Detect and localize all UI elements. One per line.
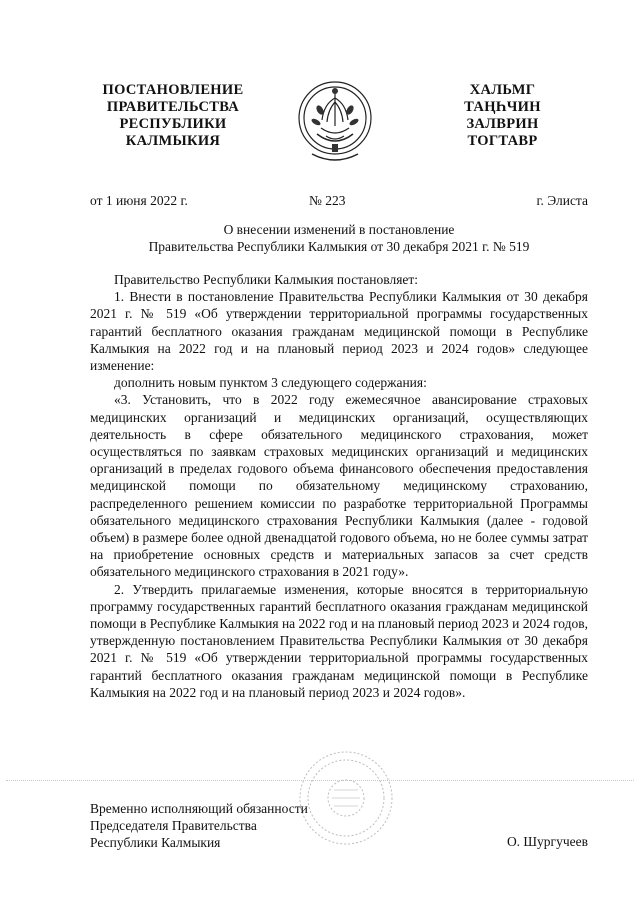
header-right-line: ТАҢҺЧИН	[464, 99, 541, 115]
body-paragraph: Правительство Республики Калмыкия постановляет:	[114, 272, 419, 287]
header-right-line: ХАЛЬМГ	[469, 82, 536, 98]
document-title	[90, 221, 588, 255]
header-right-line: ЗАЛВРИН	[466, 116, 539, 132]
document-city: г. Элиста	[536, 193, 588, 208]
signature-line: Республики Калмыкия	[90, 835, 221, 850]
document-date: от 1 июня 2022 г.	[90, 193, 188, 208]
body-paragraph: 1. Внести в постановление Правительства Республики Калмыкия от 30 декабря 2021 г. № 519 «Об утверждении территориальной программы государственных гарантий бесплатного оказания гражданам медицинской помощи в Республике Калмыкия на 2022 год и на плановый период 2023 и 2024 годов» следующее изменение:	[90, 289, 588, 374]
kalmykia-emblem-icon	[296, 76, 374, 164]
signature-line: Председателя Правительства	[90, 818, 257, 833]
title-line: О внесении изменений в постановление	[223, 222, 455, 237]
body-paragraph: дополнить новым пунктом 3 следующего содержания:	[114, 375, 427, 391]
header-right-title	[435, 82, 570, 150]
title-line: Правительства Республики Калмыкия от 30 декабря 2021 г. № 519	[148, 239, 530, 254]
signature-block	[90, 800, 308, 851]
body-paragraph: «3. Установить, что в 2022 году ежемесячное авансирование страховых медицинских организаций и медицинских организаций, осуществляющих деятельность в сфере обязательного медицинского страхования, может осуществляться по заявкам страховых медицинских организаций и медицинских организаций в пределах годового объема финансового обеспечения предоставления медицинской помощи по обязательному медицинскому страхованию, распределенного решением комиссии по разработке территориальной Программы обязательного медицинского страхования Республики Калмыкия (далее - годовой объем) в размере более одной двенадцатой годового объема, но не более суммы затрат на приобретение основных средств и материальных запасов за счет средств обязательного медицинского страхования в 2021 году».	[90, 392, 588, 580]
signature-line: Временно исполняющий обязанности	[90, 801, 308, 816]
document-body	[90, 271, 588, 701]
header-right-line: ТОГТАВР	[467, 133, 538, 149]
header-left-line: РЕСПУБЛИКИ	[119, 116, 227, 132]
header-left-title	[78, 82, 268, 150]
header-left-line: ПОСТАНОВЛЕНИЕ	[102, 82, 244, 98]
document-number: № 223	[309, 193, 346, 208]
signatory-name: О. Шургучеев	[506, 834, 588, 849]
official-seal-icon	[296, 748, 396, 848]
header-left-line: ПРАВИТЕЛЬСТВА	[106, 99, 240, 115]
body-paragraph: 2. Утвердить прилагаемые изменения, которые вносятся в территориальную программу государственных гарантий бесплатного оказания гражданам медицинской помощи в Республике Калмыкия на 2022 год и на плановый период 2023 и 2024 годов, утвержденную постановлением Правительства Республики Калмыкия от 30 декабря 2021 г. № 519 «Об утверждении территориальной программы государственных гарантий бесплатного оказания гражданам медицинской помощи в Республике Калмыкия на 2022 год и на плановый период 2023 и 2024 годов».	[90, 581, 588, 700]
header-left-line: КАЛМЫКИЯ	[125, 133, 221, 149]
